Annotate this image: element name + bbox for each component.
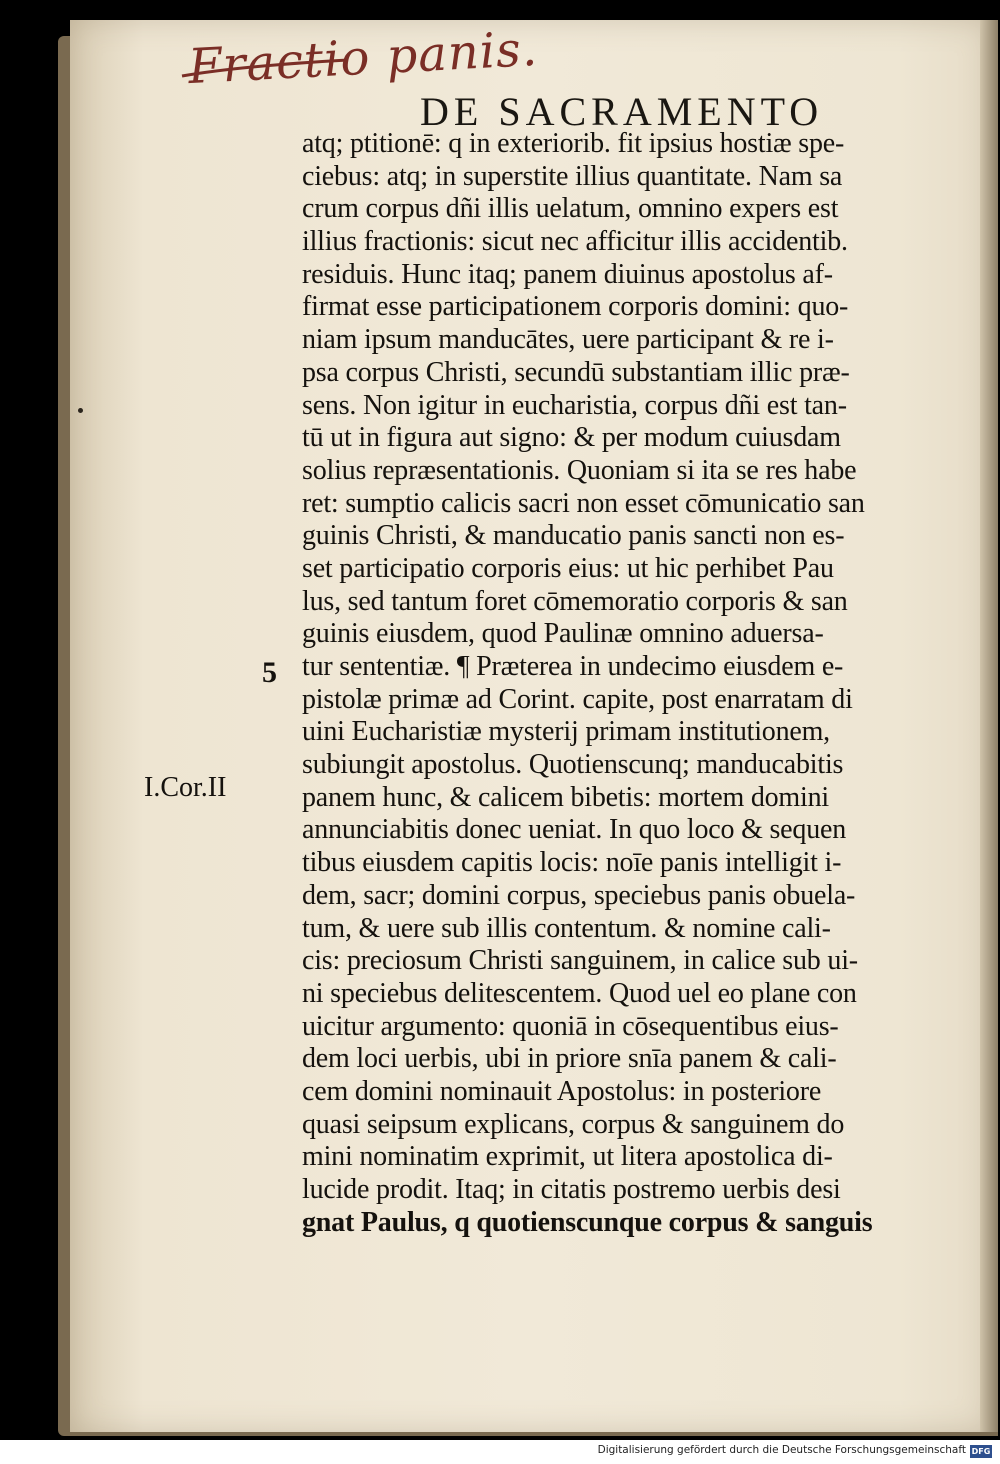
text-line: lus, sed tantum foret cōmemoratio corporis & san: [302, 585, 848, 617]
text-line: tū ut in figura aut signo: & per modum cuiusdam: [302, 422, 841, 454]
marginal-citation: I.Cor.II: [144, 772, 227, 803]
margin-dot: [78, 408, 83, 413]
running-head: DE SACRAMENTO: [420, 89, 824, 134]
text-line: gnat Paulus, q quotienscunque corpus & sanguis: [302, 1206, 873, 1238]
text-line: tum, & uere sub illis contentum. & nomine cali-: [302, 912, 831, 944]
text-line: annunciabitis donec ueniat. In quo loco & sequen: [302, 814, 847, 846]
text-line: guinis Christi, & manducatio panis sancti non es-: [302, 520, 845, 552]
text-line: sens. Non igitur in eucharistia, corpus dñi est tan-: [302, 389, 847, 421]
text-line: firmat esse participationem corporis domini: quo-: [302, 291, 849, 323]
text-line: cem domini nominauit Apostolus: in posteriore: [302, 1075, 822, 1107]
text-line: ciebus: atq; in superstite illius quantitate. Nam sa: [302, 160, 843, 192]
text-line: solius repræsentationis. Quoniam si ita se res habe: [302, 454, 857, 486]
text-line: pistolæ primæ ad Corint. capite, post enarratam di: [302, 683, 853, 715]
text-line: panem hunc, & calicem bibetis: mortem domini: [302, 781, 829, 813]
text-line: psa corpus Christi, secundū substantiam illic præ-: [302, 356, 850, 388]
text-line: set participatio corporis eius: ut hic perhibet Pau: [302, 552, 834, 584]
body-text: [302, 128, 990, 1239]
dfg-logo[interactable]: DFG: [971, 1447, 991, 1456]
text-line: tibus eiusdem capitis locis: noīe panis intelligit i-: [302, 847, 842, 879]
text-line: mini nominatim exprimit, ut litera apostolica di-: [302, 1141, 833, 1173]
text-line: dem loci uerbis, ubi in priore snīa panem & cali-: [302, 1043, 837, 1075]
text-line: guinis eiusdem, quod Paulinæ omnino aduersa-: [302, 618, 824, 650]
footer-bar: [0, 1440, 1000, 1464]
text-line: uicitur argumento: quoniā in cōsequentibus eius-: [302, 1010, 839, 1042]
text-line: atq; ptitionē: q in exteriorib. fit ipsius hostiæ spe-: [302, 128, 845, 159]
margin-mark: 5: [262, 656, 277, 689]
text-line: tur sententiæ. ¶ Præterea in undecimo eiusdem e-: [302, 651, 844, 682]
text-line: ni speciebus delitescentem. Quod uel eo plane con: [302, 977, 857, 1009]
text-line: lucide prodit. Itaq; in citatis postremo uerbis desi: [302, 1174, 841, 1205]
text-line: residuis. Hunc itaq; panem diuinus apostolus af-: [302, 258, 833, 290]
text-line: quasi seipsum explicans, corpus & sanguinem do: [302, 1108, 845, 1140]
text-line: crum corpus dñi illis uelatum, omnino expers est: [302, 193, 839, 225]
text-line: dem, sacr; domini corpus, speciebus panis obuela-: [302, 879, 856, 911]
text-line: uini Eucharistiæ mysterij primam institutionem,: [302, 716, 830, 748]
text-line: subiungit apostolus. Quotienscunq; manducabitis: [302, 749, 844, 781]
text-line: niam ipsum manducātes, uere participant & re i-: [302, 324, 834, 356]
handwritten-note: Fractio panis.: [186, 20, 540, 96]
text-line: cis: preciosum Christi sanguinem, in calice sub ui-: [302, 945, 858, 977]
text-line: illius fractionis: sicut nec afficitur illis accidentib.: [302, 226, 848, 258]
footer-credit: Digitalisierung gefördert durch die Deutsche Forschungsgemeinschaft: [597, 1444, 966, 1456]
text-line: ret: sumptio calicis sacri non esset cōmunicatio san: [302, 487, 865, 519]
